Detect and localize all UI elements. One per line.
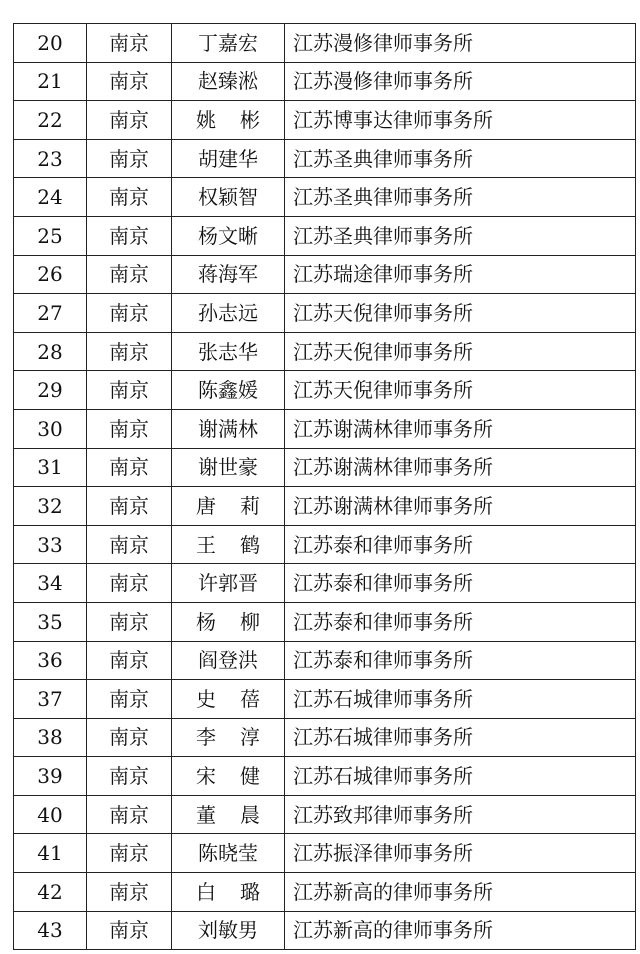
row-number-cell: 34 xyxy=(14,564,87,603)
row-number-cell: 27 xyxy=(14,294,87,333)
row-number-cell: 31 xyxy=(14,448,87,487)
city-cell: 南京 xyxy=(87,294,172,333)
city-cell: 南京 xyxy=(87,487,172,526)
law-firm-cell: 江苏石城律师事务所 xyxy=(285,680,636,719)
law-firm-cell: 江苏致邦律师事务所 xyxy=(285,795,636,834)
law-firm-cell: 江苏天倪律师事务所 xyxy=(285,332,636,371)
lawyer-name-cell: 赵臻淞 xyxy=(172,62,285,101)
law-firm-cell: 江苏新高的律师事务所 xyxy=(285,873,636,912)
law-firm-cell: 江苏圣典律师事务所 xyxy=(285,139,636,178)
table-row xyxy=(14,178,636,217)
table-row xyxy=(14,718,636,757)
lawyer-name-cell: 白璐 xyxy=(172,873,285,912)
table-row xyxy=(14,448,636,487)
lawyer-name-cell: 刘敏男 xyxy=(172,911,285,950)
lawyer-name-cell: 宋健 xyxy=(172,757,285,796)
law-firm-cell: 江苏漫修律师事务所 xyxy=(285,62,636,101)
row-number-cell: 35 xyxy=(14,602,87,641)
lawyer-name-cell: 孙志远 xyxy=(172,294,285,333)
city-cell: 南京 xyxy=(87,178,172,217)
city-cell: 南京 xyxy=(87,371,172,410)
lawyer-name-cell: 谢世豪 xyxy=(172,448,285,487)
law-firm-cell: 江苏圣典律师事务所 xyxy=(285,178,636,217)
row-number-cell: 29 xyxy=(14,371,87,410)
city-cell: 南京 xyxy=(87,718,172,757)
table-row xyxy=(14,255,636,294)
city-cell: 南京 xyxy=(87,255,172,294)
table-row xyxy=(14,602,636,641)
table-row xyxy=(14,795,636,834)
city-cell: 南京 xyxy=(87,680,172,719)
law-firm-cell: 江苏天倪律师事务所 xyxy=(285,371,636,410)
row-number-cell: 25 xyxy=(14,216,87,255)
row-number-cell: 20 xyxy=(14,24,87,63)
city-cell: 南京 xyxy=(87,795,172,834)
row-number-cell: 32 xyxy=(14,487,87,526)
lawyer-name-cell: 蒋海军 xyxy=(172,255,285,294)
law-firm-cell: 江苏泰和律师事务所 xyxy=(285,564,636,603)
city-cell: 南京 xyxy=(87,757,172,796)
law-firm-cell: 江苏新高的律师事务所 xyxy=(285,911,636,950)
table-row xyxy=(14,911,636,950)
law-firm-cell: 江苏石城律师事务所 xyxy=(285,718,636,757)
row-number-cell: 42 xyxy=(14,873,87,912)
table-row xyxy=(14,24,636,63)
row-number-cell: 30 xyxy=(14,409,87,448)
table-row xyxy=(14,294,636,333)
row-number-cell: 38 xyxy=(14,718,87,757)
lawyer-list-table xyxy=(13,23,636,950)
table-row xyxy=(14,487,636,526)
table-row xyxy=(14,564,636,603)
table-body xyxy=(14,24,636,950)
law-firm-cell: 江苏谢满林律师事务所 xyxy=(285,448,636,487)
lawyer-name-cell: 胡建华 xyxy=(172,139,285,178)
city-cell: 南京 xyxy=(87,834,172,873)
city-cell: 南京 xyxy=(87,641,172,680)
row-number-cell: 36 xyxy=(14,641,87,680)
lawyer-name-cell: 王鹤 xyxy=(172,525,285,564)
row-number-cell: 21 xyxy=(14,62,87,101)
city-cell: 南京 xyxy=(87,24,172,63)
lawyer-name-cell: 谢满林 xyxy=(172,409,285,448)
lawyer-name-cell: 陈鑫媛 xyxy=(172,371,285,410)
table-row xyxy=(14,641,636,680)
lawyer-name-cell: 杨文晰 xyxy=(172,216,285,255)
table-row xyxy=(14,525,636,564)
lawyer-name-cell: 史蓓 xyxy=(172,680,285,719)
lawyer-name-cell: 阎登洪 xyxy=(172,641,285,680)
city-cell: 南京 xyxy=(87,911,172,950)
law-firm-cell: 江苏天倪律师事务所 xyxy=(285,294,636,333)
row-number-cell: 22 xyxy=(14,101,87,140)
lawyer-name-cell: 唐莉 xyxy=(172,487,285,526)
table-row xyxy=(14,216,636,255)
lawyer-name-cell: 董晨 xyxy=(172,795,285,834)
city-cell: 南京 xyxy=(87,873,172,912)
row-number-cell: 43 xyxy=(14,911,87,950)
lawyer-name-cell: 姚彬 xyxy=(172,101,285,140)
city-cell: 南京 xyxy=(87,409,172,448)
table-row xyxy=(14,409,636,448)
table-row xyxy=(14,680,636,719)
law-firm-cell: 江苏泰和律师事务所 xyxy=(285,525,636,564)
law-firm-cell: 江苏漫修律师事务所 xyxy=(285,24,636,63)
row-number-cell: 39 xyxy=(14,757,87,796)
row-number-cell: 23 xyxy=(14,139,87,178)
table-row xyxy=(14,757,636,796)
law-firm-cell: 江苏圣典律师事务所 xyxy=(285,216,636,255)
table-row xyxy=(14,834,636,873)
law-firm-cell: 江苏振泽律师事务所 xyxy=(285,834,636,873)
city-cell: 南京 xyxy=(87,332,172,371)
lawyer-name-cell: 张志华 xyxy=(172,332,285,371)
table-row xyxy=(14,873,636,912)
city-cell: 南京 xyxy=(87,564,172,603)
lawyer-name-cell: 丁嘉宏 xyxy=(172,24,285,63)
row-number-cell: 40 xyxy=(14,795,87,834)
city-cell: 南京 xyxy=(87,602,172,641)
lawyer-name-cell: 李淳 xyxy=(172,718,285,757)
row-number-cell: 26 xyxy=(14,255,87,294)
row-number-cell: 24 xyxy=(14,178,87,217)
law-firm-cell: 江苏谢满林律师事务所 xyxy=(285,409,636,448)
law-firm-cell: 江苏谢满林律师事务所 xyxy=(285,487,636,526)
row-number-cell: 33 xyxy=(14,525,87,564)
row-number-cell: 37 xyxy=(14,680,87,719)
lawyer-name-cell: 陈晓莹 xyxy=(172,834,285,873)
lawyer-name-cell: 许郭晋 xyxy=(172,564,285,603)
law-firm-cell: 江苏石城律师事务所 xyxy=(285,757,636,796)
law-firm-cell: 江苏泰和律师事务所 xyxy=(285,602,636,641)
row-number-cell: 28 xyxy=(14,332,87,371)
table-row xyxy=(14,139,636,178)
law-firm-cell: 江苏瑞途律师事务所 xyxy=(285,255,636,294)
table-row xyxy=(14,332,636,371)
city-cell: 南京 xyxy=(87,101,172,140)
lawyer-name-cell: 权颖智 xyxy=(172,178,285,217)
law-firm-cell: 江苏博事达律师事务所 xyxy=(285,101,636,140)
law-firm-cell: 江苏泰和律师事务所 xyxy=(285,641,636,680)
row-number-cell: 41 xyxy=(14,834,87,873)
city-cell: 南京 xyxy=(87,525,172,564)
table-row xyxy=(14,371,636,410)
city-cell: 南京 xyxy=(87,62,172,101)
city-cell: 南京 xyxy=(87,139,172,178)
table-row xyxy=(14,62,636,101)
city-cell: 南京 xyxy=(87,448,172,487)
lawyer-name-cell: 杨柳 xyxy=(172,602,285,641)
city-cell: 南京 xyxy=(87,216,172,255)
table-row xyxy=(14,101,636,140)
